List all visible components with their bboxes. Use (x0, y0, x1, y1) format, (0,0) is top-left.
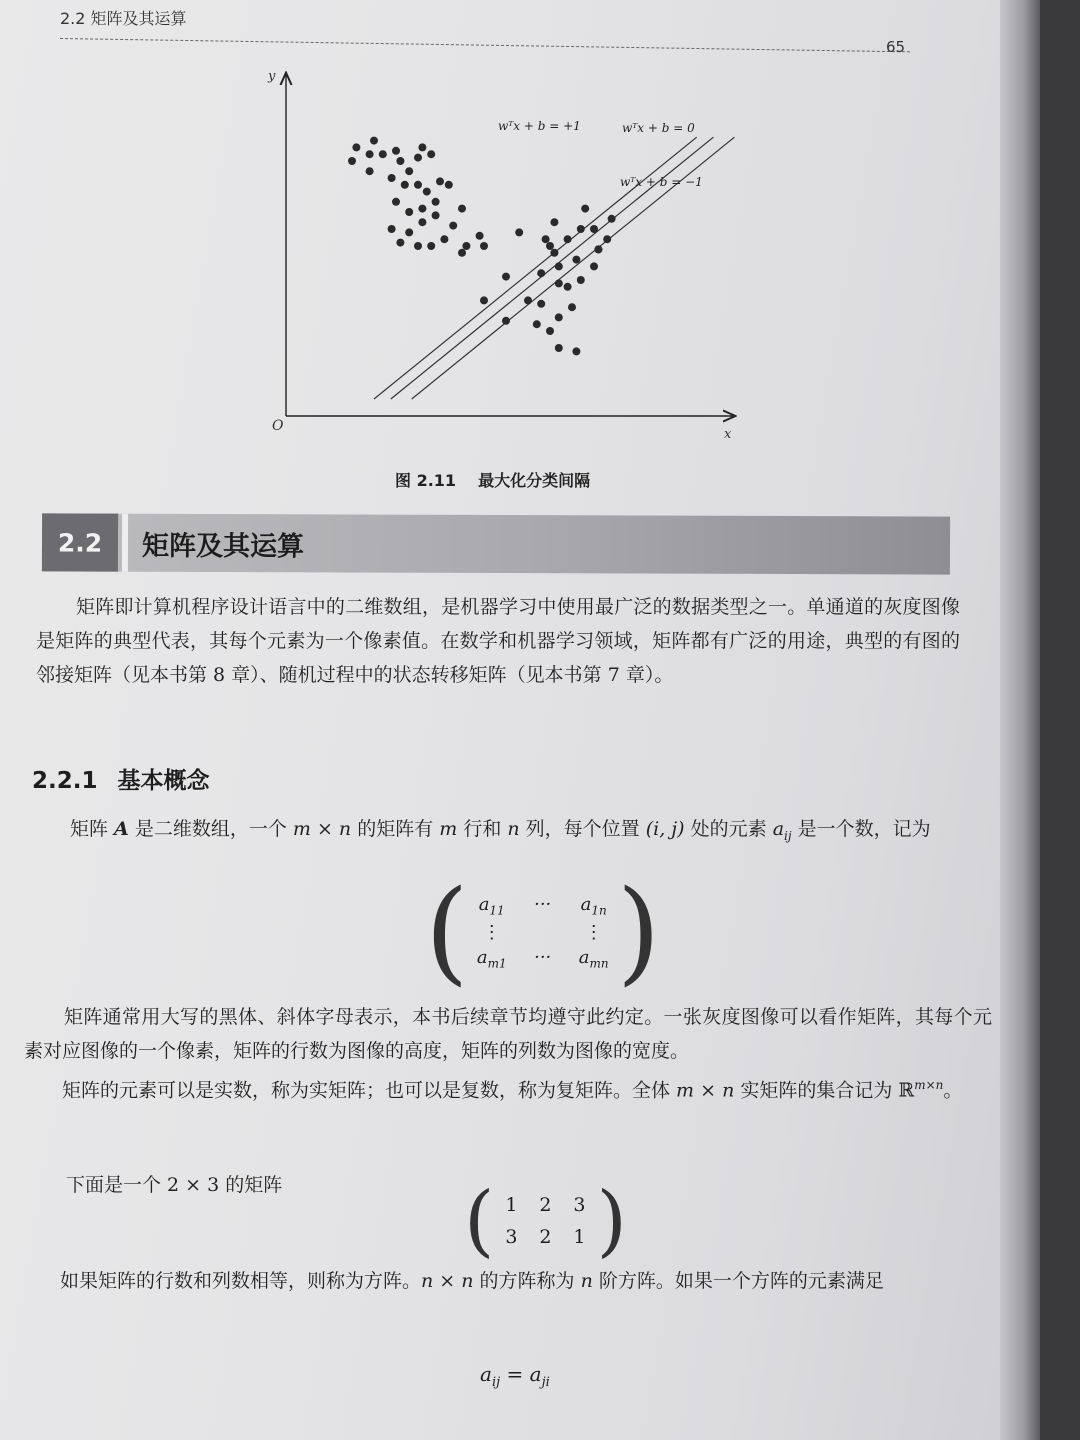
scatter-point (370, 137, 378, 145)
real-set-symbol: ℝ (898, 1079, 915, 1102)
scatter-point (388, 225, 396, 233)
matrix-cell-1-2: 1 (573, 1226, 586, 1248)
scatter-point (423, 188, 431, 196)
math-n: n (507, 818, 520, 840)
scatter-point (524, 296, 532, 304)
scatter-point (388, 174, 396, 182)
scatter-point (603, 235, 611, 243)
scatter-point (572, 347, 580, 355)
p1-text: 是一个数，记为 (791, 818, 931, 840)
line-label-zero: wᵀx + b = 0 (622, 121, 695, 135)
formula-rhs: a (529, 1362, 542, 1386)
scatter-point (546, 242, 554, 250)
matrix-cell: $a_{1n}$ (580, 893, 607, 918)
scatter-point (555, 262, 563, 270)
scatter-point (405, 208, 413, 216)
scatter-point (392, 198, 400, 206)
example-intro: 下面是一个 2 × 3 的矩阵 (66, 1174, 283, 1196)
real-matrix-paragraph (22, 1068, 992, 1107)
general-matrix-grid (469, 894, 617, 970)
scatter-point (590, 225, 598, 233)
section-banner (42, 513, 950, 574)
scatter-point (581, 205, 589, 213)
subsection-title: 基本概念 (117, 768, 210, 794)
figure-caption-title: 最大化分类间隔 (478, 471, 591, 490)
scatter-point (476, 232, 484, 240)
formula-equals: = (500, 1362, 530, 1386)
p5-text: 如果矩阵的行数和列数相等，则称为方阵。 (60, 1270, 422, 1292)
book-spine (1000, 0, 1040, 1440)
figure-caption-number: 图 2.11 (395, 471, 457, 490)
matrix-cell: ··· (534, 893, 552, 915)
math-m-by-n: m × n (292, 818, 352, 840)
scatter-point (432, 198, 440, 206)
section-title: 矩阵及其运算 (141, 530, 305, 563)
matrix-cell: $a_{mn}$ (578, 946, 609, 971)
right-paren: ) (616, 867, 661, 997)
p1-text: 行和 (457, 818, 508, 840)
example-matrix (464, 1176, 627, 1266)
scatter-point (418, 218, 426, 226)
math-aij (772, 818, 792, 843)
scatter-point (432, 211, 440, 219)
symmetric-formula (480, 1362, 550, 1390)
intro-paragraph: 矩阵即计算机程序设计语言中的二维数组，是机器学习中使用最广泛的数据类型之一。单通道的灰度图像是矩阵的典型代表，其每个元素为一个像素值。在数学和机器学习领域，矩阵都有广泛的用途，典型的有图的邻接矩阵（见本书第 8 章）、随机过程中的状态转移矩阵（见本书第 7 章）。 (36, 596, 960, 686)
scatter-point (440, 235, 448, 243)
real-set-exponent: m×n (914, 1078, 944, 1092)
line-label-plus1: wᵀx + b = +1 (498, 119, 581, 133)
scatter-point (418, 143, 426, 151)
math-m-by-n: m × n (676, 1079, 735, 1102)
scatter-point (458, 249, 466, 257)
line-label-minus1: wᵀx + b = −1 (620, 175, 703, 189)
matrix-cell-1-0: 3 (505, 1226, 518, 1248)
p1-text: 处的元素 (684, 818, 773, 840)
scatter-point (502, 317, 510, 325)
x-axis-label: x (724, 427, 732, 442)
matrix-vdots: ⋮ (584, 921, 603, 943)
page-number: 65 (886, 38, 906, 56)
left-paren: ( (464, 1176, 495, 1266)
p1-text: 列，每个位置 (519, 818, 646, 840)
scatter-point (555, 313, 563, 321)
matrix-cell (515, 922, 571, 943)
math-n: n (580, 1270, 593, 1292)
scatter-point (550, 249, 558, 257)
scatter-point (348, 157, 356, 165)
scatter-point (379, 150, 387, 158)
scatter-point (396, 157, 404, 165)
scatter-point (436, 177, 444, 185)
scatter-point (449, 222, 457, 230)
example-matrix-grid (494, 1194, 596, 1248)
scatter-point (427, 242, 435, 250)
scatter-point (392, 147, 400, 155)
subsection-number: 2.2.1 (32, 768, 98, 794)
general-matrix (425, 867, 661, 997)
figure-caption (395, 468, 590, 491)
scatter-point (537, 300, 545, 308)
scatter-point (572, 256, 580, 264)
section-separator (122, 514, 128, 572)
scatter-point (414, 181, 422, 189)
math-n-by-n: n × n (421, 1270, 474, 1292)
p3-text: 。 (943, 1079, 963, 1102)
scatter-point (414, 154, 422, 162)
math-m: m (439, 818, 458, 840)
math-ij: (i, j) (645, 818, 685, 840)
scatter-point (480, 296, 488, 304)
p1-text: 的矩阵有 (351, 818, 440, 840)
scatter-point (608, 215, 616, 223)
scatter-point (414, 242, 422, 250)
matrix-cell-0-1: 2 (539, 1194, 552, 1216)
scatter-point (401, 181, 409, 189)
scatter-point (427, 150, 435, 158)
matrix-symbol: A (114, 818, 129, 840)
aij-base: a (772, 818, 785, 840)
scatter-point (502, 273, 510, 281)
subsection-heading (32, 762, 210, 795)
scatter-point (405, 167, 413, 175)
matrix-cell-0-2: 3 (573, 1194, 586, 1216)
running-head-rule (60, 38, 910, 52)
scatter-point (462, 242, 470, 250)
scatter-point (418, 205, 426, 213)
p5-text: 的方阵称为 (473, 1270, 581, 1292)
scatter-point (577, 276, 585, 284)
scatter-point (594, 245, 602, 253)
scatter-point (366, 167, 374, 175)
scatter-point (555, 344, 563, 352)
right-paren: ) (596, 1176, 627, 1266)
p1-text: 矩阵 (70, 818, 115, 840)
formula-lhs: a (480, 1362, 492, 1386)
matrix-cell-0-0: 1 (505, 1194, 518, 1216)
left-paren: ( (425, 867, 469, 997)
p1-text: 是二维数组，一个 (128, 818, 293, 840)
scatter-point (577, 225, 585, 233)
scatter-point (564, 283, 572, 291)
matrix-cell: $a_{11}$ (478, 893, 505, 918)
scatter-point (396, 239, 404, 247)
scatter-point (537, 269, 545, 277)
scatter-point (405, 228, 413, 236)
p3-text: 实矩阵的集合记为 (734, 1079, 899, 1102)
scatter-point (590, 262, 598, 270)
square-matrix-paragraph (20, 1264, 1004, 1298)
formula-lhs-sub: ij (491, 1375, 501, 1390)
section-number: 2.2 (42, 513, 118, 571)
p5-text: 阶方阵。如果一个方阵的元素满足 (592, 1270, 884, 1292)
matrix-cell: ··· (534, 946, 552, 968)
matrix-vdots: ⋮ (482, 921, 501, 943)
scatter-point (458, 205, 466, 213)
aij-sub: ij (784, 828, 792, 843)
scatter-point (555, 279, 563, 287)
p3-text: 矩阵的元素可以是实数，称为实矩阵；也可以是复数，称为复矩阵。全体 (62, 1079, 677, 1102)
scatter-point (542, 235, 550, 243)
formula-rhs-sub: ji (541, 1375, 550, 1390)
matrix-cell-1-1: 2 (539, 1226, 552, 1248)
scatter-point (445, 181, 453, 189)
scatter-point (564, 235, 572, 243)
scatter-point (546, 327, 554, 335)
scatter-point (533, 320, 541, 328)
scatter-point (568, 303, 576, 311)
scatter-point (550, 218, 558, 226)
svm-margin-figure (250, 60, 770, 450)
scatter-point (480, 242, 488, 250)
y-axis-label: y (268, 69, 276, 84)
origin-label: O (272, 418, 284, 434)
running-head: 2.2 矩阵及其运算 (60, 9, 187, 28)
definition-paragraph (30, 812, 970, 853)
scatter-point (515, 228, 523, 236)
notation-paragraph: 矩阵通常用大写的黑体、斜体字母表示，本书后续章节均遵守此约定。一张灰度图像可以看作矩阵，其每个元素对应图像的一个像素，矩阵的行数为图像的高度，矩阵的列数为图像的宽度。 (24, 1006, 992, 1062)
matrix-cell: $a_{m1}$ (476, 946, 507, 971)
scatter-point (352, 143, 360, 151)
scatter-point (366, 150, 374, 158)
